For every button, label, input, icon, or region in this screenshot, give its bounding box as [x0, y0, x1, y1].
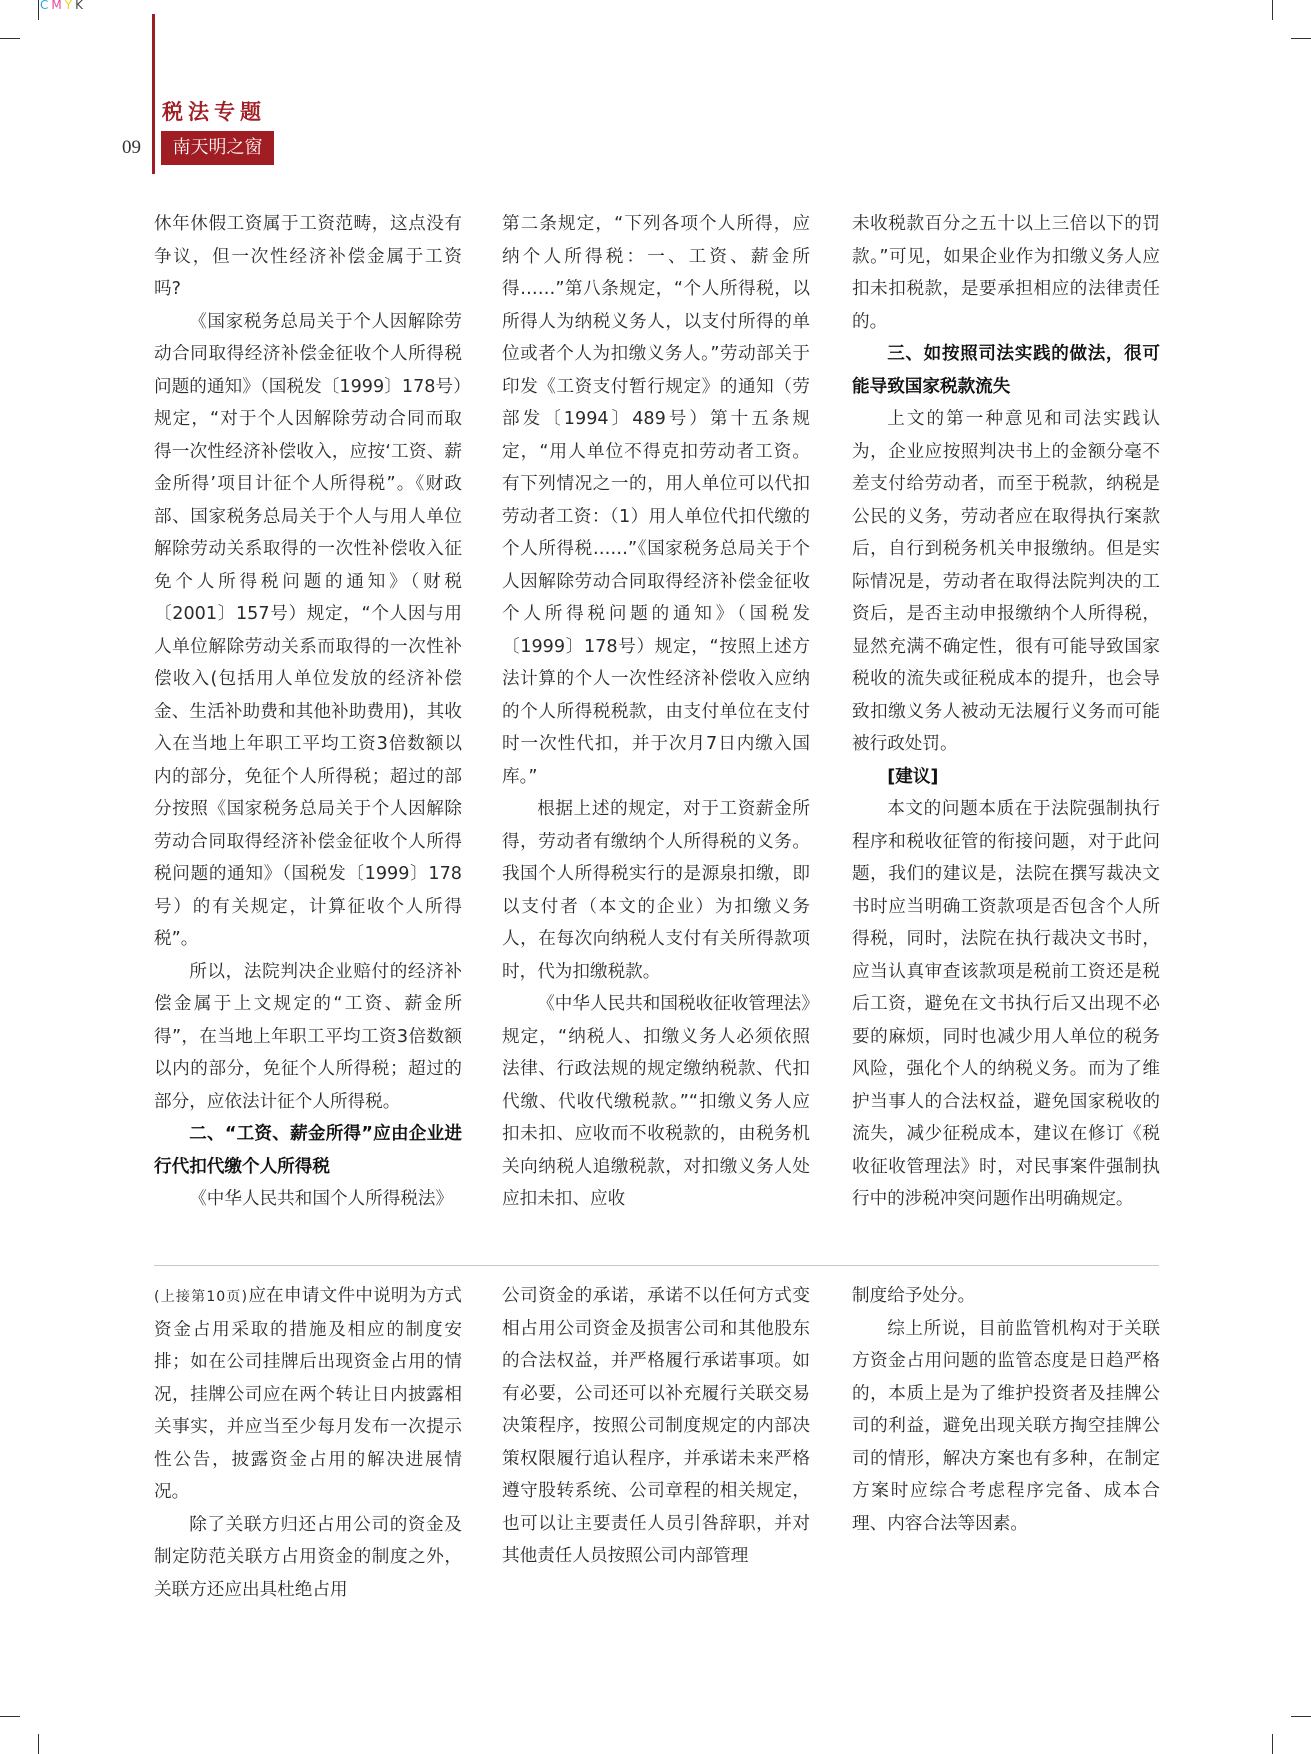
- section-divider: [154, 1265, 1159, 1266]
- paragraph: 本文的问题本质在于法院强制执行程序和税收征管的衔接问题，对于此问题，我们的建议是，法院在撰写裁决文书时应当明确工资款项是否包含个人所得税，同时，法院在执行裁决文书时，应当认真审查该款项是税前工资还是税后工资，避免在文书执行后又出现不必要的麻烦，同时也减少用人单位的税务风险，强化个人的纳税义务。而为了维护当事人的合法权益，避免国家税收的流失，减少征税成本，建议在修订《税收征收管理法》时，对民事案件强制执行中的涉税冲突问题作出明确规定。: [852, 799, 1160, 1209]
- section-heading: 二、“工资、薪金所得”应由企业进行代扣代缴个人所得税: [154, 1124, 462, 1177]
- crop-mark-tr-h: [1291, 38, 1311, 39]
- article-column-2: [502, 208, 810, 1253]
- advice-heading: [建议]: [887, 766, 939, 787]
- continued-note: (上接第10页): [154, 1289, 249, 1305]
- cmyk-print-mark: [40, 0, 86, 12]
- paragraph: 《中华人民共和国个人所得税法》: [189, 1189, 454, 1209]
- header-red-rule: [152, 14, 155, 174]
- paragraph: 公司资金的承诺，承诺不以任何方式变相占用公司资金及损害公司和其他股东的合法权益，并严格履行承诺事项。如有必要，公司还可以补充履行关联交易决策程序，按照公司制度规定的内部决策权限履行追认程序，并承诺未来严格遵守股转系统、公司章程的相关规定，也可以让主要责任人员引咎辞职，并对其他责任人员按照公司内部管理: [502, 1286, 810, 1566]
- section-heading: 三、如按照司法实践的做法，很可能导致国家税款流失: [852, 344, 1160, 397]
- paragraph: 《中华人民共和国税收征收管理法》规定，“纳税人、扣缴义务人必须依照法律、行政法规的规定缴纳税款、代扣代缴、代收代缴税款。”“扣缴义务人应扣未扣、应收而不收税款的，由税务机关向纳税人追缴税款，对扣缴义务人处应扣未扣、应收: [502, 994, 810, 1209]
- continued-paragraph: [154, 1280, 462, 1509]
- continued-column-2: [502, 1280, 810, 1610]
- paragraph: 《国家税务总局关于个人因解除劳动合同取得经济补偿金征收个人所得税问题的通知》（国税发〔1999〕178号）规定，“对于个人因解除劳动合同而取得一次性经济补偿收入，应按‘工资、薪金所得’项目计征个人所得税”。《财政部、国家税务总局关于个人与用人单位解除劳动关系取得的一次性补偿收入征免个人所得税问题的通知》（财税〔2001〕157号）规定，“个人因与用人单位解除劳动关系而取得的一次性补偿收入(包括用人单位发放的经济补偿金、生活补助费和其他补助费用)，其收入在当地上年职工平均工资3倍数额以内的部分，免征个人所得税；超过的部分按照《国家税务总局关于个人因解除劳动合同取得经济补偿金征收个人所得税问题的通知》（国税发〔1999〕178号）的有关规定，计算征收个人所得税”。: [154, 311, 462, 949]
- column-name-badge: 南天明之窗: [161, 131, 274, 165]
- crop-mark-br-h: [1291, 1716, 1311, 1717]
- cmyk-k: K: [75, 0, 86, 12]
- crop-mark-bl-v: [38, 1734, 39, 1754]
- paragraph: 制度给予处分。: [852, 1286, 976, 1306]
- article-column-3: [852, 208, 1160, 1253]
- paragraph: 综上所说，目前监管机构对于关联方资金占用问题的监管态度是日趋严格的，本质上是为了维护投资者及挂牌公司的利益，避免出现关联方掏空挂牌公司的情形，解决方案也有多种，在制定方案时应综合考虑程序完备、成本合理、内容合法等因素。: [852, 1318, 1160, 1534]
- paragraph: 除了关联方归还占用公司的资金及制定防范关联方占用资金的制度之外，关联方还应出具杜绝占用: [154, 1514, 462, 1600]
- continued-text: 应在申请文件中说明为方式资金占用采取的措施及相应的制度安排；如在公司挂牌后出现资金占用的情况，挂牌公司应在两个转让日内披露相关事实，并应当至少每月发布一次提示性公告，披露资金占用的解决进展情况。: [154, 1286, 462, 1502]
- paragraph: 未收税款百分之五十以上三倍以下的罚款。”可见，如果企业作为扣缴义务人应扣未扣税款，是要承担相应的法律责任的。: [852, 214, 1160, 332]
- paragraph: 上文的第一种意见和司法实践认为，企业应按照判决书上的金额分毫不差支付给劳动者，而至于税款，纳税是公民的义务，劳动者应在取得执行案款后，自行到税务机关申报缴纳。但是实际情况是，劳动者在取得法院判决的工资后，是否主动申报缴纳个人所得税，显然充满不确定性，很有可能导致国家税收的流失或征税成本的提升，也会导致扣缴义务人被动无法履行义务而可能被行政处罚。: [852, 409, 1160, 754]
- article-column-1: [154, 208, 462, 1253]
- page-number: 09: [122, 137, 141, 158]
- cmyk-y: Y: [64, 0, 76, 12]
- cmyk-m: M: [51, 0, 65, 12]
- crop-mark-tl-h: [0, 38, 20, 39]
- crop-mark-tl-v: [38, 0, 39, 20]
- paragraph: 休年休假工资属于工资范畴，这点没有争议，但一次性经济补偿金属于工资吗?: [154, 214, 462, 299]
- continued-column-1: [154, 1280, 462, 1610]
- crop-mark-tr-v: [1272, 0, 1273, 20]
- paragraph: 所以，法院判决企业赔付的经济补偿金属于上文规定的“工资、薪金所得”，在当地上年职工平均工资3倍数额以内的部分，免征个人所得税；超过的部分，应依法计征个人所得税。: [154, 961, 462, 1112]
- continued-column-3: [852, 1280, 1160, 1610]
- crop-mark-bl-h: [0, 1716, 20, 1717]
- paragraph: 第二条规定，“下列各项个人所得，应纳个人所得税：一、工资、薪金所得……”第八条规定，“个人所得税，以所得人为纳税义务人，以支付所得的单位或者个人为扣缴义务人。”劳动部关于印发《工资支付暂行规定》的通知（劳部发〔1994〕489号）第十五条规定，“用人单位不得克扣劳动者工资。有下列情况之一的，用人单位可以代扣劳动者工资：（1）用人单位代扣代缴的个人所得税……”《国家税务总局关于个人因解除劳动合同取得经济补偿金征收个人所得税问题的通知》（国税发〔1999〕178号）规定，“按照上述方法计算的个人一次性经济补偿收入应纳的个人所得税税款，由支付单位在支付时一次性代扣，并于次月7日内缴入国库。”: [502, 214, 810, 787]
- section-title: 税法专题: [162, 100, 266, 124]
- crop-mark-br-v: [1272, 1734, 1273, 1754]
- paragraph: 根据上述的规定，对于工资薪金所得，劳动者有缴纳个人所得税的义务。我国个人所得税实行的是源泉扣缴，即以支付者（本文的企业）为扣缴义务人，在每次向纳税人支付有关所得款项时，代为扣缴税款。: [502, 799, 810, 982]
- cmyk-c: C: [40, 0, 52, 12]
